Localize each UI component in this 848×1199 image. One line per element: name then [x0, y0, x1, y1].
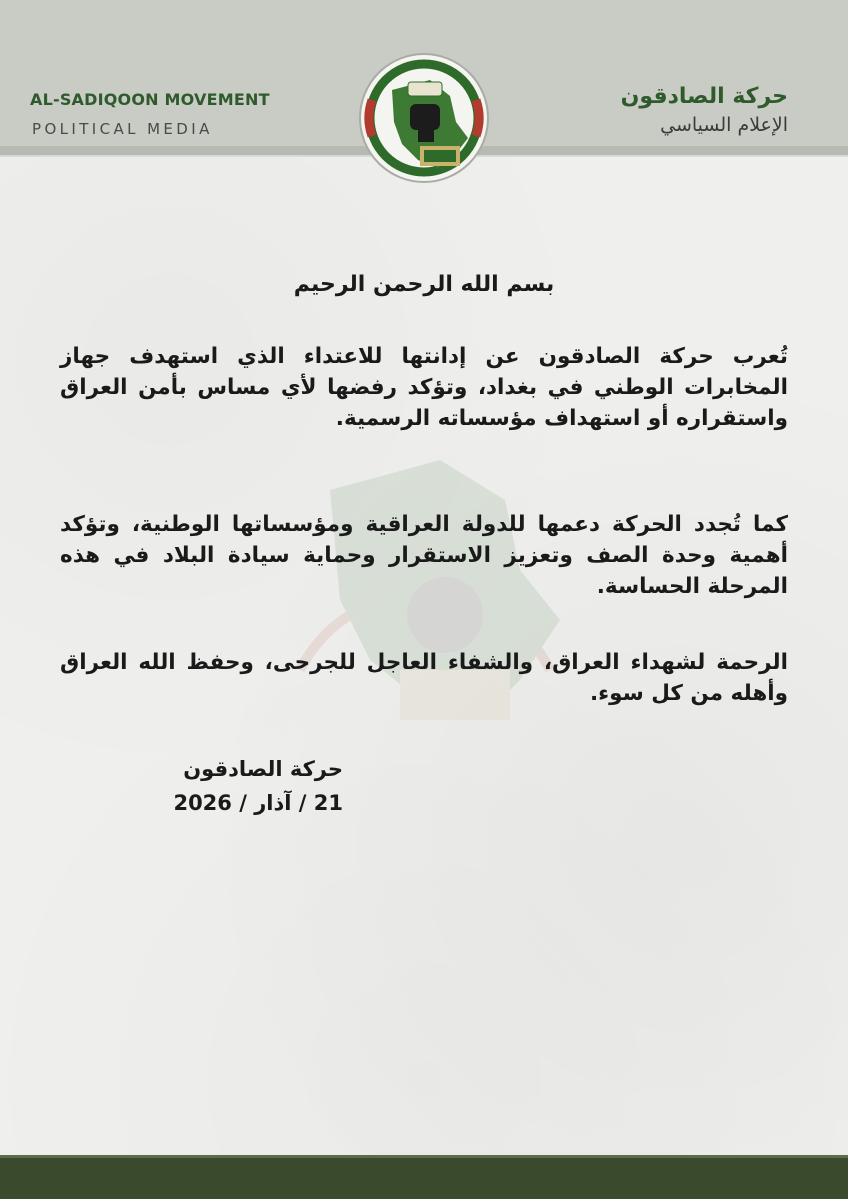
arabic-media-label: الإعلام السياسي — [660, 114, 788, 136]
statement-paragraph-2: كما تُجدد الحركة دعمها للدولة العراقية ومؤسساتها الوطنية، وتؤكد أهمية وحدة الصف وتعزيز الاستقرار وحماية سيادة البلاد في هذه المرحلة الحساسة. — [60, 512, 788, 599]
emblem-icon — [358, 52, 490, 184]
english-media-label: POLITICAL MEDIA — [32, 120, 213, 138]
statement-paragraph-1: تُعرب حركة الصادقون عن إدانتها للاعتداء الذي استهدف جهاز المخابرات الوطني في بغداد، وتؤكد رفضها لأي مساس بأمن العراق واستقراره أو استهداف مؤسساته الرسمية. — [60, 344, 788, 431]
signature-name: حركة الصادقون — [183, 757, 343, 781]
signature-block — [173, 752, 343, 820]
statement-date: 21 / آذار / 2026 — [173, 791, 343, 815]
statement-paragraph-3: الرحمة لشهداء العراق، والشفاء العاجل للجرحى، وحفظ الله العراق وأهله من كل سوء. — [60, 650, 788, 706]
english-movement-name: AL-SADIQOON MOVEMENT — [30, 90, 270, 109]
footer-band — [0, 1158, 848, 1199]
arabic-movement-name: حركة الصادقون — [620, 84, 788, 109]
basmala: بسم الله الرحمن الرحيم — [293, 272, 555, 297]
